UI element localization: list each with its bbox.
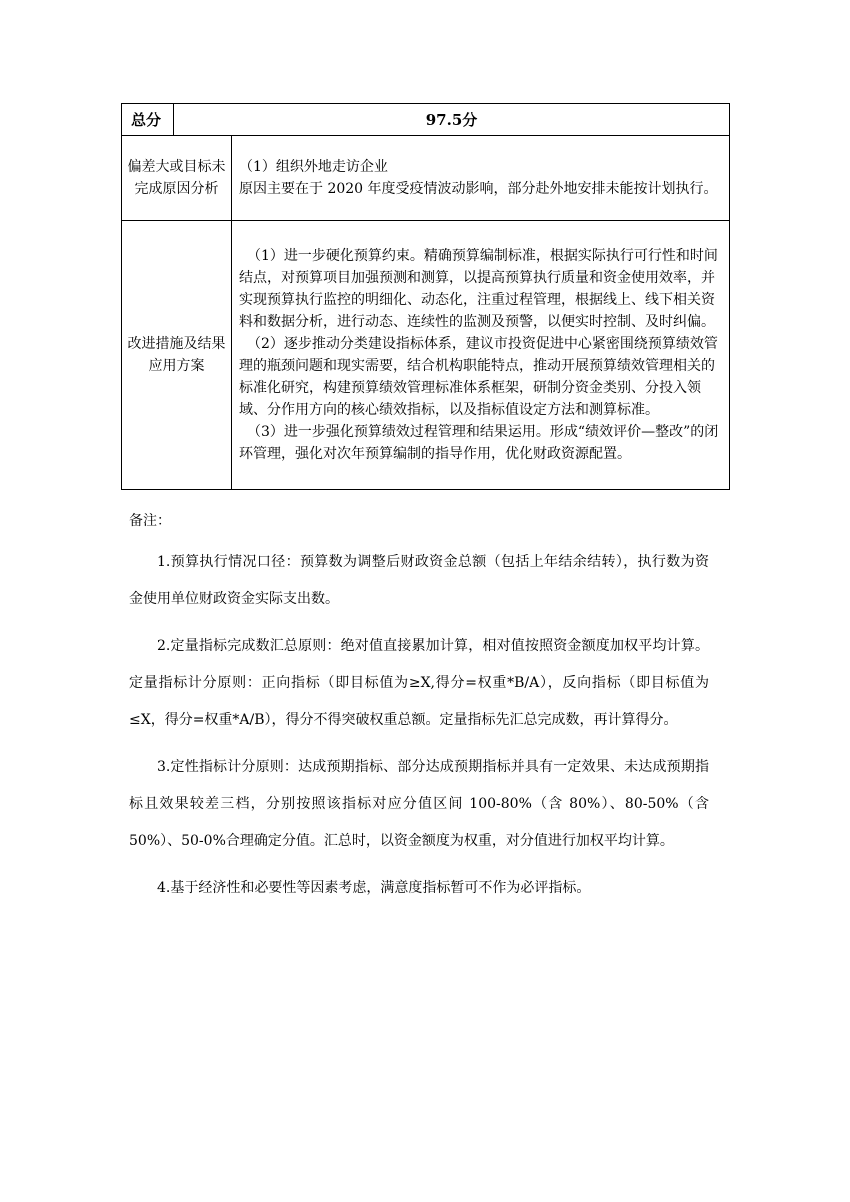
note-item: 2.定量指标完成数汇总原则：绝对值直接累加计算，相对值按照资金额度加权平均计算。定量指标计分原则：正向指标（即目标值为≥X,得分=权重*B/A），反向指标（即目标值为≤X，得分=权重*A/B），得分不得突破权重总额。定量指标先汇总完成数，再计算得分。 [129,638,709,728]
note-item: 4.基于经济性和必要性等因素考虑，满意度指标暂可不作为必评指标。 [157,880,591,896]
deviation-analysis-label: 偏差大或目标未完成原因分析 [122,136,232,221]
note-item: 3.定性指标计分原则：达成预期指标、部分达成预期指标并具有一定效果、未达成预期指标且效果较差三档，分别按照该指标对应分值区间 100-80%（含 80%）、80-50%（含 50%）、50-0%合理确定分值。汇总时，以资金额度为权重，对分值进行加权平均计算。 [129,759,709,849]
total-score-value: 97.5分 [174,104,730,136]
total-score-label: 总分 [122,104,174,136]
improvement-plan-row [122,221,730,490]
deviation-line: 原因主要在于 2020 年度受疫情波动影响，部分赴外地安排未能按计划执行。 [239,181,718,197]
total-score-row [122,104,730,136]
deviation-analysis-content [232,136,730,221]
notes-section [129,508,709,907]
notes-title: 备注： [129,513,171,529]
improvement-paragraph: （1）进一步硬化预算约束。精确预算编制标准，根据实际执行可行性和时间结点，对预算项目加强预测和测算，以提高预算执行质量和资金使用效率，并实现预算执行监控的明细化、动态化，注重过程管理，根据线上、线下相关资料和数据分析，进行动态、连续性的监测及预警，以便实时控制、及时纠偏。 [239,248,718,330]
improvement-paragraph: （3）进一步强化预算绩效过程管理和结果运用。形成“绩效评价—整改”的闭环管理，强化对次年预算编制的指导作用，优化财政资源配置。 [239,424,719,462]
improvement-paragraph: （2）逐步推动分类建设指标体系，建议市投资促进中心紧密围绕预算绩效管理的瓶颈问题和现实需要，结合机构职能特点，推动开展预算绩效管理相关的标准化研究，构建预算绩效管理标准体系框架，研制分资金类别、分投入领域、分作用方向的核心绩效指标，以及指标值设定方法和测算标准。 [239,336,718,418]
evaluation-table [121,103,730,490]
improvement-plan-content [232,221,730,490]
improvement-plan-label: 改进措施及结果应用方案 [122,221,232,490]
deviation-analysis-row [122,136,730,221]
deviation-line: （1）组织外地走访企业 [239,159,388,175]
note-item: 1.预算执行情况口径：预算数为调整后财政资金总额（包括上年结余结转），执行数为资金使用单位财政资金实际支出数。 [129,554,709,607]
